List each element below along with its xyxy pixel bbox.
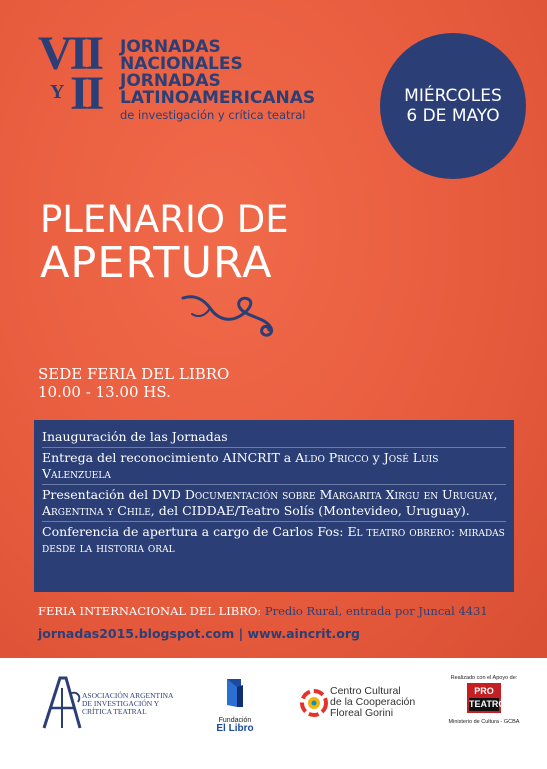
program-item <box>42 448 506 485</box>
book-icon <box>223 677 247 709</box>
program-item-text: Conferencia de apertura a cargo de Carlos Fos: <box>42 524 348 539</box>
page-title-line1: PLENARIO DE <box>40 198 289 241</box>
venue-name: SEDE FERIA DEL LIBRO <box>38 365 230 383</box>
dvd-title: Documentación sobre Margarita Xirgu en Uruguay, Argentina y Chile <box>42 487 498 518</box>
centro-cultural-logo <box>300 684 450 734</box>
date-day: MIÉRCOLES <box>404 86 502 106</box>
program-item-text: y <box>368 450 384 465</box>
proteatro-logo <box>448 675 520 737</box>
ccc-line: Floreal Gorini <box>330 707 394 719</box>
lecture-title: El teatro obrero: miradas desde la historia oral <box>42 524 505 555</box>
honoree-name: Aldo Pricco <box>295 450 369 465</box>
roman-numeral-ii: II <box>70 67 102 120</box>
aincrit-emblem-icon <box>40 672 84 732</box>
program-item-text: Presentación del DVD <box>42 487 185 502</box>
event-name-line: LATINOAMERICANAS <box>120 88 316 108</box>
roman-numeral-vii: VII <box>38 27 102 80</box>
blog-link[interactable]: jornadas2015.blogspot.com <box>38 626 235 641</box>
event-name-line: NACIONALES <box>120 54 243 74</box>
date-badge <box>380 33 526 179</box>
program-item-text: Entrega del reconocimiento AINCRIT a <box>42 450 296 465</box>
page-title-line2: APERTURA <box>40 238 273 288</box>
support-label: Realizado con el Apoyo de: <box>450 675 518 681</box>
fair-place: Predio Rural, entrada por Juncal 4431 <box>261 604 488 618</box>
program-item <box>42 485 506 522</box>
program-item <box>42 522 506 558</box>
aincrit-logo <box>40 672 175 732</box>
event-name-line: JORNADAS <box>120 37 221 57</box>
links-line <box>38 626 360 642</box>
proteatro-top: PRO <box>474 686 494 696</box>
proteatro-badge <box>467 683 506 713</box>
program-box <box>34 420 514 592</box>
event-name-block <box>120 39 360 122</box>
flourish-ornament <box>180 292 280 338</box>
ccc-emblem-icon <box>300 686 328 722</box>
date-text: 6 DE MAYO <box>406 106 500 126</box>
program-item-text: Inauguración de las Jornadas <box>42 429 228 444</box>
program-item-text: , del CIDDAE/Teatro Solís (Montevideo, Uruguay). <box>150 503 470 518</box>
fair-label: FERIA INTERNACIONAL DEL LIBRO: <box>38 604 262 618</box>
event-subtitle: de investigación y crítica teatral <box>120 108 306 122</box>
fundacion-el-libro-logo <box>215 677 255 737</box>
roman-connector-y: Y <box>50 81 65 103</box>
link-separator: | <box>234 626 248 641</box>
event-name-line: JORNADAS <box>120 71 221 91</box>
ccc-line: Centro Cultural <box>330 685 401 697</box>
website-link[interactable]: www.aincrit.org <box>247 626 361 641</box>
program-item <box>42 427 506 448</box>
aincrit-name: ASOCIACIÓN ARGENTINA DE INVESTIGACIÓN Y CRÍTICA TEATRAL <box>82 691 174 716</box>
venue-block <box>38 365 229 401</box>
proteatro-bottom: TEATRO <box>469 699 506 709</box>
honoree-name: José Luis Valenzuela <box>42 450 439 481</box>
fundacion-name: El Libro <box>216 723 254 734</box>
ministry-label: Ministerio de Cultura - GCBA <box>448 719 520 725</box>
venue-time: 10.00 - 13.00 HS. <box>38 383 171 401</box>
ccc-line: de la Cooperación <box>330 696 416 708</box>
fair-info <box>38 604 488 618</box>
fundacion-label: Fundación <box>218 717 252 724</box>
